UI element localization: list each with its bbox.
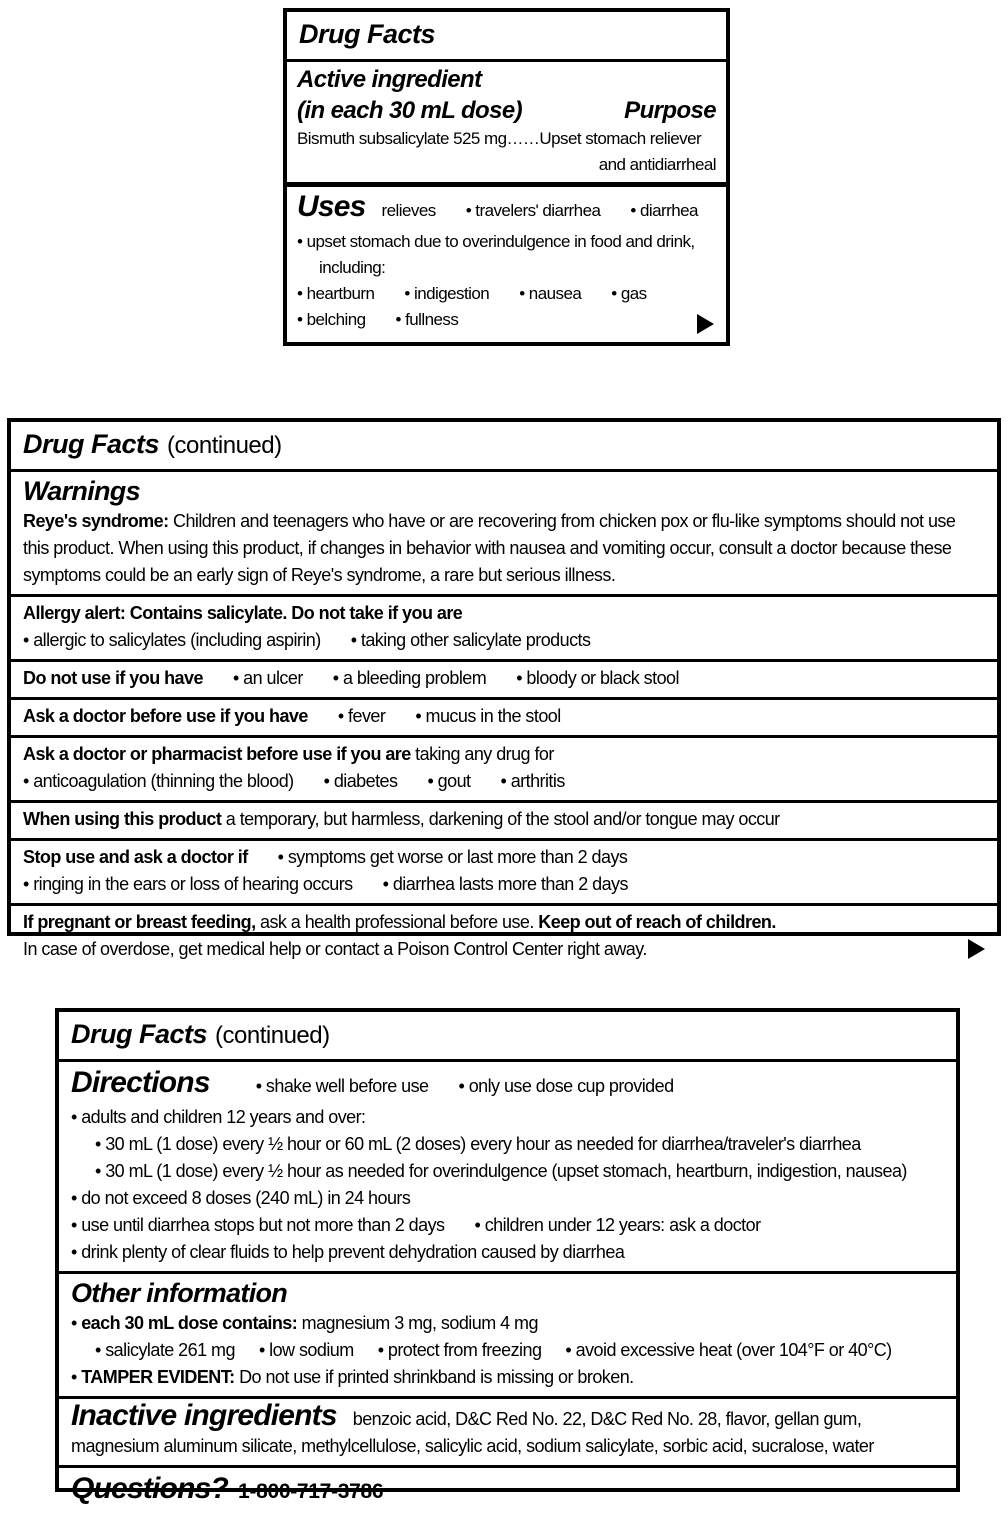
keep-out-of-reach: Keep out of reach of children. — [538, 912, 776, 932]
other-info-bullet: • protect from freezing — [378, 1340, 542, 1360]
stop-use-bullet: • diarrhea lasts more than 2 days — [383, 874, 628, 894]
uses-bullet: • nausea — [519, 284, 581, 303]
active-ingredient-subrow — [297, 95, 716, 126]
directions-bullet: • only use dose cup provided — [458, 1076, 673, 1096]
pregnancy-mid: ask a health professional before use. — [255, 912, 539, 932]
questions-section — [59, 1468, 956, 1517]
when-using-text: a temporary, but harmless, darkening of the stool and/or tongue may occur — [221, 809, 780, 829]
drug-facts-title: Drug Facts — [71, 1019, 208, 1049]
overdose-line: In case of overdose, get medical help or contact a Poison Control Center right away. — [23, 939, 647, 959]
ingredient-line: Bismuth subsalicylate 525 mg……Upset stomach reliever — [297, 129, 702, 148]
tamper-evident-tail: Do not use if printed shrinkband is missing or broken. — [234, 1367, 634, 1387]
stop-use-section — [11, 841, 997, 903]
active-ingredient-section — [287, 62, 726, 182]
ask-pharmacist-section — [11, 738, 997, 800]
when-using-section — [11, 803, 997, 838]
do-not-use-bullet: • bloody or black stool — [516, 668, 679, 688]
other-information-section — [59, 1274, 956, 1396]
allergy-bullet: • allergic to salicylates (including aspirin) — [23, 630, 321, 650]
drug-facts-title: Drug Facts — [299, 19, 436, 49]
ask-pharmacist-bullet: • gout — [427, 771, 470, 791]
do-not-use-section — [11, 662, 997, 697]
drug-facts-panel-directions — [55, 1008, 960, 1505]
questions-phone: 1-800-717-3786 — [238, 1480, 384, 1503]
continued-arrow-icon — [968, 939, 985, 959]
ask-pharmacist-bullet: • diabetes — [324, 771, 398, 791]
ask-pharmacist-bullets — [23, 768, 985, 795]
inactive-ingredients-text: benzoic acid, D&C Red No. 22, D&C Red No. 28, flavor, gellan gum, magnesium aluminum silicate, methylcellulose, salicylic acid, sodium salicylate, sorbic acid, sucralose, water — [71, 1409, 874, 1456]
uses-symptoms-row-2 — [297, 307, 716, 333]
directions-lead-row — [71, 1065, 944, 1104]
active-ingredient-heading: Active ingredient — [297, 66, 482, 93]
ask-doctor-section — [11, 700, 997, 735]
drug-facts-title: Drug Facts — [23, 429, 160, 459]
ask-pharmacist-bullet: • arthritis — [501, 771, 565, 791]
uses-symptoms-row-1 — [297, 281, 716, 307]
uses-section — [287, 187, 726, 343]
ask-pharmacist-lead-tail: taking any drug for — [410, 744, 554, 764]
directions-sub-bullet: • 30 mL (1 dose) every ½ hour as needed for overindulgence (upset stomach, heartburn, indigestion, nausea) — [71, 1158, 944, 1185]
tamper-evident-lead: TAMPER EVIDENT: — [81, 1367, 235, 1387]
uses-bullet-long: • upset stomach due to overindulgence in food and drink, including: — [297, 229, 716, 281]
ask-pharmacist-lead-row — [23, 741, 985, 768]
allergy-bullet: • taking other salicylate products — [351, 630, 591, 650]
allergy-bullets — [23, 627, 985, 654]
ask-pharmacist-bullet: • anticoagulation (thinning the blood) — [23, 771, 294, 791]
directions-bullet: • shake well before use — [256, 1076, 429, 1096]
pregnancy-lead: If pregnant or breast feeding, — [23, 912, 256, 932]
uses-bullet: • belching — [297, 310, 366, 329]
other-info-bullet: • low sodium — [259, 1340, 354, 1360]
allergy-lead: Allergy alert: Contains salicylate. Do not take if you are — [23, 603, 463, 623]
other-info-row-2 — [71, 1337, 944, 1364]
when-using-lead: When using this product — [23, 809, 222, 829]
continued-arrow-icon — [697, 314, 714, 334]
warnings-section — [11, 472, 997, 594]
other-info-bullet: • avoid excessive heat (over 104°F or 40°C) — [565, 1340, 891, 1360]
directions-bullet-doses: • do not exceed 8 doses (240 mL) in 24 hours — [71, 1185, 944, 1212]
dose-heading: (in each 30 mL dose) — [297, 97, 522, 124]
tamper-evident-row — [71, 1364, 944, 1391]
dose-contains-lead: each 30 mL dose contains: — [81, 1313, 298, 1333]
uses-bullet: • heartburn — [297, 284, 374, 303]
directions-row-use-until — [71, 1212, 944, 1239]
pregnancy-section — [11, 906, 997, 968]
ask-doctor-lead: Ask a doctor before use if you have — [23, 706, 308, 726]
continued-label: (continued) — [215, 1022, 330, 1049]
ask-pharmacist-lead: Ask a doctor or pharmacist before use if you are — [23, 744, 411, 764]
panel-header — [287, 12, 726, 59]
directions-bullet: • use until diarrhea stops but not more than 2 days — [71, 1215, 445, 1235]
drug-facts-panel-warnings — [7, 418, 1001, 959]
allergy-alert-section — [11, 597, 997, 659]
uses-bullet: • gas — [611, 284, 646, 303]
inactive-ingredients-section — [59, 1399, 956, 1465]
other-information-heading: Other information — [71, 1278, 288, 1308]
ask-doctor-bullet: • fever — [338, 706, 385, 726]
uses-bullet: • travelers' diarrhea — [466, 201, 601, 220]
warnings-heading: Warnings — [23, 476, 140, 506]
directions-bullet: • children under 12 years: ask a doctor — [475, 1215, 761, 1235]
dose-contains-tail: magnesium 3 mg, sodium 4 mg — [297, 1313, 538, 1333]
uses-bullet: • indigestion — [404, 284, 489, 303]
purpose-heading: Purpose — [624, 97, 716, 124]
uses-heading: Uses — [297, 190, 366, 223]
directions-bullet-adults: • adults and children 12 years and over: — [71, 1104, 944, 1131]
uses-bullet: • fullness — [396, 310, 459, 329]
directions-sub-bullet: • 30 mL (1 dose) every ½ hour or 60 mL (2 doses) every hour as needed for diarrhea/traveler's diarrhea — [71, 1131, 944, 1158]
pregnancy-row-1 — [23, 909, 985, 936]
uses-bullet: • diarrhea — [630, 201, 698, 220]
uses-lead: relieves — [381, 201, 436, 220]
reyes-lead: Reye's syndrome: — [23, 511, 169, 531]
stop-use-row-2 — [23, 871, 985, 898]
reyes-paragraph — [23, 508, 985, 589]
do-not-use-lead: Do not use if you have — [23, 668, 203, 688]
directions-bullet-fluids: • drink plenty of clear fluids to help prevent dehydration caused by diarrhea — [71, 1239, 944, 1266]
panel-header — [59, 1012, 956, 1059]
other-info-bullet: • salicylate 261 mg — [95, 1340, 235, 1360]
ingredient-line-2: and antidiarrheal — [598, 155, 716, 174]
directions-heading: Directions — [71, 1066, 210, 1099]
stop-use-row-1 — [23, 844, 985, 871]
stop-use-bullet: • symptoms get worse or last more than 2 days — [278, 847, 628, 867]
continued-label: (continued) — [167, 432, 282, 459]
other-info-dose-row — [71, 1310, 944, 1337]
questions-heading: Questions? — [71, 1472, 229, 1505]
inactive-ingredients-heading: Inactive ingredients — [71, 1399, 337, 1432]
stop-use-bullet: • ringing in the ears or loss of hearing occurs — [23, 874, 353, 894]
drug-facts-panel-front — [283, 8, 730, 346]
do-not-use-bullet: • an ulcer — [233, 668, 303, 688]
panel-header — [11, 422, 997, 469]
ask-doctor-bullet: • mucus in the stool — [415, 706, 560, 726]
reyes-text: Children and teenagers who have or are recovering from chicken pox or flu-like symptoms should not use this product. When using this product, if changes in behavior with nausea and vomiting occur, consult a doctor because these symptoms could be an early sign of Reye's syndrome, a rare but serious illness. — [23, 511, 956, 585]
directions-section — [59, 1062, 956, 1271]
do-not-use-bullet: • a bleeding problem — [333, 668, 486, 688]
stop-use-lead: Stop use and ask a doctor if — [23, 847, 248, 867]
uses-lead-row — [297, 189, 716, 229]
